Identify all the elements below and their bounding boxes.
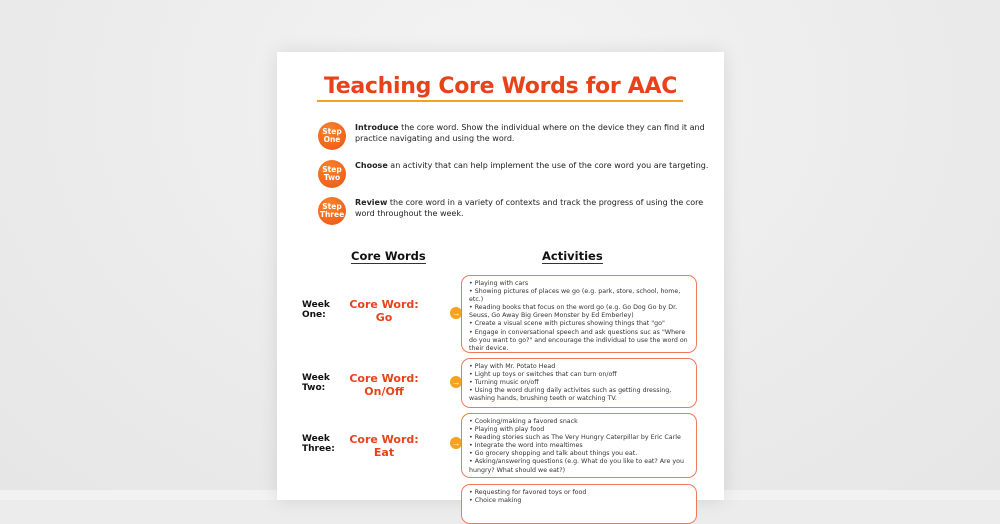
week-label <box>302 434 335 454</box>
week-label <box>302 373 330 393</box>
activity-item: • Play with Mr. Potato Head <box>469 363 556 370</box>
step-badge <box>318 122 346 150</box>
badge-line-1: Step <box>322 202 342 211</box>
week-line-1: Week <box>302 300 330 310</box>
activity-item: • Cooking/making a favored snack <box>469 418 578 425</box>
step-one <box>318 122 705 154</box>
page-title: Teaching Core Words for AAC <box>323 74 678 99</box>
step-badge <box>318 160 346 188</box>
activity-item: • Playing with play food <box>469 426 545 434</box>
activity-item: • Requesting for favored toys or food <box>469 489 587 496</box>
title-underline <box>317 100 683 102</box>
step-text: an activity that can help implement the use of the core word you are targeting. <box>387 161 709 170</box>
week-line-2: One: <box>302 310 326 320</box>
core-word-value: Eat <box>373 446 395 459</box>
activities-heading: Activities <box>542 249 603 263</box>
week-line-2: Three: <box>302 444 335 454</box>
activity-item: • Showing pictures of places we go (e.g. park, store, school, home, etc.) <box>469 288 681 304</box>
core-word <box>339 433 429 459</box>
badge-line-2: Two <box>323 173 341 182</box>
step-two <box>318 160 709 192</box>
arrow-right-icon: → <box>451 438 461 448</box>
activity-item: • Reading books that focus on the word go (e.g. Go Dog Go by Dr. Seuss, Go Away Big Green Monster by Ed Emberley) <box>469 304 678 320</box>
week-line-2: Two: <box>302 383 326 393</box>
activity-item: • Light up toys or switches that can turn on/off <box>469 371 617 379</box>
step-keyword: Review <box>355 198 388 207</box>
activity-item: • Choice making <box>469 497 522 505</box>
step-description <box>355 123 725 144</box>
arrow-right-icon: → <box>451 308 461 318</box>
badge-line-1: Step <box>322 165 342 174</box>
core-word-value: Go <box>375 311 393 324</box>
week-line-1: Week <box>302 373 330 383</box>
activity-item: • Turning music on/off <box>469 379 539 387</box>
document-page <box>277 52 724 505</box>
step-keyword: Introduce <box>355 123 399 132</box>
core-word-value: On/Off <box>364 385 404 398</box>
activity-item: • Create a visual scene with pictures showing things that "go" <box>469 320 665 328</box>
step-three <box>318 197 704 229</box>
step-text: the core word in a variety of contexts and track the progress of using the core word throughout the week. <box>355 198 704 218</box>
activity-item: • Asking/answering questions (e.g. What do you like to eat? Are you hungry? What should we eat?) <box>469 458 684 474</box>
core-word-label: Core Word: <box>349 433 419 446</box>
arrow-right-icon: → <box>451 377 461 387</box>
core-word-label: Core Word: <box>349 372 419 385</box>
badge-line-2: Three <box>319 210 345 219</box>
activities-box <box>461 413 697 478</box>
core-word <box>339 298 429 324</box>
core-word-label: Core Word: <box>349 298 419 311</box>
badge-line-1: Step <box>322 127 342 136</box>
step-description <box>355 161 725 172</box>
activity-item: • Using the word during daily activites such as getting dressing, washing hands, brushing teeth or watching TV. <box>469 387 672 403</box>
activity-item: • Playing with cars <box>469 280 529 287</box>
week-label <box>302 300 330 320</box>
activities-box <box>461 484 697 524</box>
activity-item: • Go grocery shopping and talk about things you eat. <box>469 450 638 458</box>
activity-item: • Reading stories such as The Very Hungry Caterpillar by Eric Carle <box>469 434 681 442</box>
step-description <box>355 198 725 219</box>
core-words-heading: Core Words <box>351 249 426 263</box>
step-keyword: Choose <box>355 161 388 170</box>
core-word <box>339 372 429 398</box>
activity-item: • Engage in conversational speech and ask questions suc as "Where do you want to go?" and encourage the individual to use the word on their device. <box>469 328 688 352</box>
step-badge <box>318 197 346 225</box>
activities-box <box>461 358 697 408</box>
activities-box <box>461 275 697 353</box>
badge-line-2: One <box>323 135 341 144</box>
week-line-1: Week <box>302 434 330 444</box>
step-text: the core word. Show the individual where on the device they can find it and practice navigating and using the word. <box>355 123 705 143</box>
activity-item: • Integrate the word into mealtimes <box>469 442 583 450</box>
